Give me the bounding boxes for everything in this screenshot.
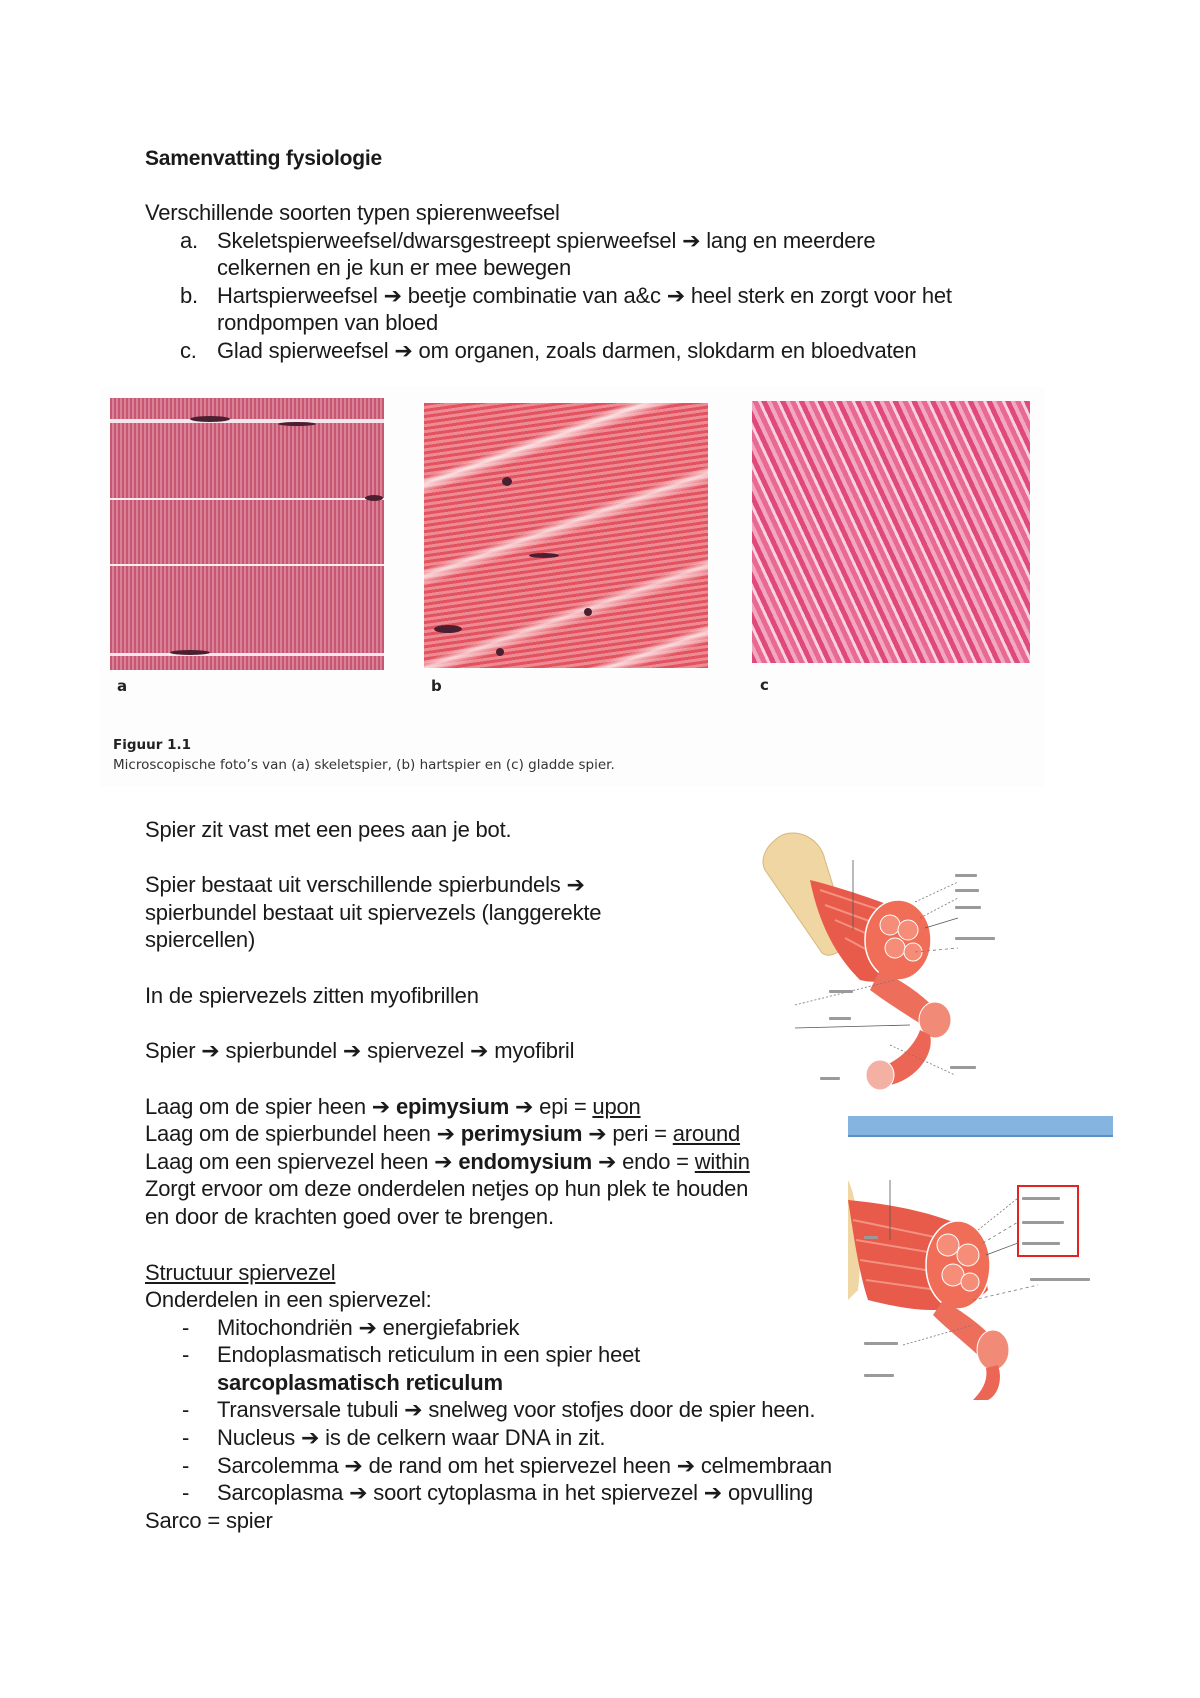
highlight-bar	[848, 1116, 1113, 1137]
layer-epimysium	[145, 1093, 641, 1121]
illegible-label	[820, 1077, 840, 1080]
illegible-label	[1030, 1278, 1090, 1281]
page-title: Samenvatting fysiologie	[145, 147, 382, 170]
layer-perimysium	[145, 1120, 740, 1148]
arrow-right-icon: ➔	[383, 283, 402, 308]
list-item-c-text	[217, 337, 916, 365]
paragraph-text: Spier bestaat uit verschillende spierbundels	[145, 872, 561, 897]
list-item-b-text	[217, 282, 952, 310]
illegible-label	[955, 906, 981, 909]
section-heading-tissue-types: Verschillende soorten typen spierenweefsel	[145, 200, 560, 225]
arrow-right-icon: ➔	[404, 1397, 423, 1422]
arrow-right-icon: ➔	[436, 1121, 455, 1146]
fiber-part-mitochondria	[217, 1314, 519, 1342]
chain-step: spiervezel	[367, 1038, 465, 1063]
layer-endomysium	[145, 1148, 750, 1176]
arrow-right-icon: ➔	[566, 872, 585, 897]
bullet-marker: -	[182, 1453, 190, 1478]
figure-caption-text: Microscopische foto’s van (a) skeletspier, (b) hartspier en (c) gladde spier.	[113, 757, 615, 773]
layer-meaning: upon	[592, 1094, 641, 1119]
part-desc: snelweg voor stofjes door de spier heen.	[428, 1397, 816, 1422]
paragraph-tendon: Spier zit vast met een pees aan je bot.	[145, 817, 512, 842]
fiber-part-sarcoplasm	[217, 1479, 813, 1507]
layer-meaning: within	[694, 1149, 750, 1174]
arrow-right-icon: ➔	[588, 1121, 607, 1146]
layer-term: endomysium	[458, 1149, 593, 1174]
nucleus-marker	[190, 416, 230, 422]
illegible-label	[864, 1342, 898, 1345]
layer-term: perimysium	[460, 1121, 583, 1146]
paragraph-myofibrils: In de spiervezels zitten myofibrillen	[145, 983, 479, 1008]
list-item-a-text-cont: celkernen en je kun er mee bewegen	[217, 255, 571, 280]
arrow-right-icon: ➔	[470, 1038, 489, 1063]
tissue-name: Glad spierweefsel	[217, 338, 389, 363]
layer-prefix: endo =	[622, 1149, 689, 1174]
fiber-parts-intro: Onderdelen in een spiervezel:	[145, 1287, 432, 1312]
part-desc: celmembraan	[700, 1453, 832, 1478]
nucleus-marker	[529, 553, 559, 558]
fiber-part-nucleus	[217, 1424, 605, 1452]
illegible-label	[1022, 1242, 1060, 1245]
arrow-right-icon: ➔	[349, 1480, 368, 1505]
layers-note: Zorgt ervoor om deze onderdelen netjes op hun plek te houden	[145, 1176, 749, 1201]
fiber-part-sarcolemma	[217, 1452, 832, 1480]
arrow-right-icon: ➔	[201, 1038, 220, 1063]
layers-note-cont: en door de krachten goed over te brengen.	[145, 1204, 554, 1229]
part-desc: opvulling	[727, 1480, 813, 1505]
chain-step: spierbundel	[225, 1038, 337, 1063]
illegible-label	[864, 1374, 894, 1377]
illegible-label	[1022, 1221, 1064, 1224]
illegible-label	[955, 874, 977, 877]
part-term: Sarcoplasma	[217, 1480, 344, 1505]
section-heading-fiber-structure: Structuur spiervezel	[145, 1260, 336, 1285]
nucleus-marker	[170, 650, 210, 655]
list-marker: c.	[180, 338, 197, 363]
part-desc: soort cytoplasma in het spiervezel	[373, 1480, 698, 1505]
skeletal-muscle-micrograph	[110, 398, 384, 670]
bullet-marker: -	[182, 1425, 190, 1450]
part-term: Sarcolemma	[217, 1453, 339, 1478]
arrow-right-icon: ➔	[371, 1094, 391, 1119]
fiber-part-t-tubules	[217, 1396, 815, 1424]
bullet-marker: -	[182, 1342, 190, 1367]
panel-label-c: c	[760, 676, 769, 694]
nucleus-marker	[365, 495, 383, 501]
sarco-definition: Sarco = spier	[145, 1508, 273, 1533]
layer-prefix: epi =	[539, 1094, 587, 1119]
fiber-part-er: Endoplasmatisch reticulum in een spier heet	[217, 1342, 641, 1367]
part-desc: energiefabriek	[382, 1315, 520, 1340]
paragraph-bundles-cont: spierbundel bestaat uit spiervezels (langgerekte	[145, 900, 602, 925]
list-item-a-text	[217, 227, 875, 255]
hierarchy-chain	[145, 1037, 574, 1065]
part-desc: is de celkern waar DNA in zit.	[325, 1425, 606, 1450]
bullet-marker: -	[182, 1397, 190, 1422]
arrow-right-icon: ➔	[676, 1453, 695, 1478]
layer-prefix: peri =	[612, 1121, 667, 1146]
nucleus-marker	[434, 625, 462, 633]
arrow-right-icon: ➔	[597, 1149, 617, 1174]
arrow-right-icon: ➔	[344, 1453, 363, 1478]
tissue-name: Hartspierweefsel	[217, 283, 378, 308]
illegible-label	[955, 889, 979, 892]
illegible-label	[1022, 1197, 1060, 1200]
muscle-anatomy-illustration	[730, 820, 1030, 1100]
layer-meaning: around	[672, 1121, 741, 1146]
part-term: Transversale tubuli	[217, 1397, 399, 1422]
bullet-marker: -	[182, 1480, 190, 1505]
bullet-marker: -	[182, 1315, 190, 1340]
list-item-b	[180, 282, 198, 310]
fiber-part-sr: sarcoplasmatisch reticulum	[217, 1370, 503, 1395]
illegible-label	[829, 990, 853, 993]
cardiac-muscle-micrograph	[424, 403, 708, 668]
arrow-right-icon: ➔	[342, 1038, 362, 1063]
arrow-right-icon: ➔	[666, 283, 685, 308]
layer-term: epimysium	[395, 1094, 510, 1119]
list-marker: a.	[180, 228, 198, 253]
list-item-c	[180, 337, 197, 365]
arrow-right-icon: ➔	[394, 338, 413, 363]
tissue-desc: om organen, zoals darmen, slokdarm en bloedvaten	[418, 338, 917, 363]
arrow-right-icon: ➔	[682, 228, 701, 253]
nucleus-marker	[584, 608, 592, 616]
arrow-right-icon: ➔	[358, 1315, 377, 1340]
list-item-b-text-cont: rondpompen van bloed	[217, 310, 439, 335]
part-term: Nucleus	[217, 1425, 296, 1450]
panel-label-a: a	[117, 677, 128, 695]
arrow-right-icon: ➔	[434, 1149, 453, 1174]
tissue-desc: heel sterk en zorgt voor het	[690, 283, 952, 308]
illegible-label	[950, 1066, 976, 1069]
figure-caption-title: Figuur 1.1	[113, 737, 192, 753]
layer-text: Laag om een spiervezel heen	[145, 1149, 429, 1174]
nucleus-marker	[278, 422, 316, 426]
layer-text: Laag om de spier heen	[145, 1094, 366, 1119]
layer-text: Laag om de spierbundel heen	[145, 1121, 431, 1146]
nucleus-marker	[502, 477, 512, 486]
tissue-name: Skeletspierweefsel/dwarsgestreept spierweefsel	[217, 228, 677, 253]
smooth-muscle-micrograph	[752, 401, 1030, 663]
illegible-label	[864, 1236, 878, 1239]
nucleus-marker	[496, 648, 504, 656]
arrow-right-icon: ➔	[301, 1425, 320, 1450]
chain-step: Spier	[145, 1038, 196, 1063]
tissue-desc: lang en meerdere	[706, 228, 876, 253]
part-desc: de rand om het spiervezel heen	[368, 1453, 671, 1478]
arrow-right-icon: ➔	[515, 1094, 534, 1119]
arrow-right-icon: ➔	[703, 1480, 723, 1505]
panel-label-b: b	[431, 677, 442, 695]
tissue-desc: beetje combinatie van a&c	[407, 283, 661, 308]
paragraph-bundles-cont2: spiercellen)	[145, 927, 256, 952]
list-marker: b.	[180, 283, 198, 308]
part-term: Mitochondriën	[217, 1315, 353, 1340]
illegible-label	[955, 937, 995, 940]
illegible-label	[829, 1017, 851, 1020]
chain-step: myofibril	[494, 1038, 575, 1063]
paragraph-bundles	[145, 871, 585, 899]
